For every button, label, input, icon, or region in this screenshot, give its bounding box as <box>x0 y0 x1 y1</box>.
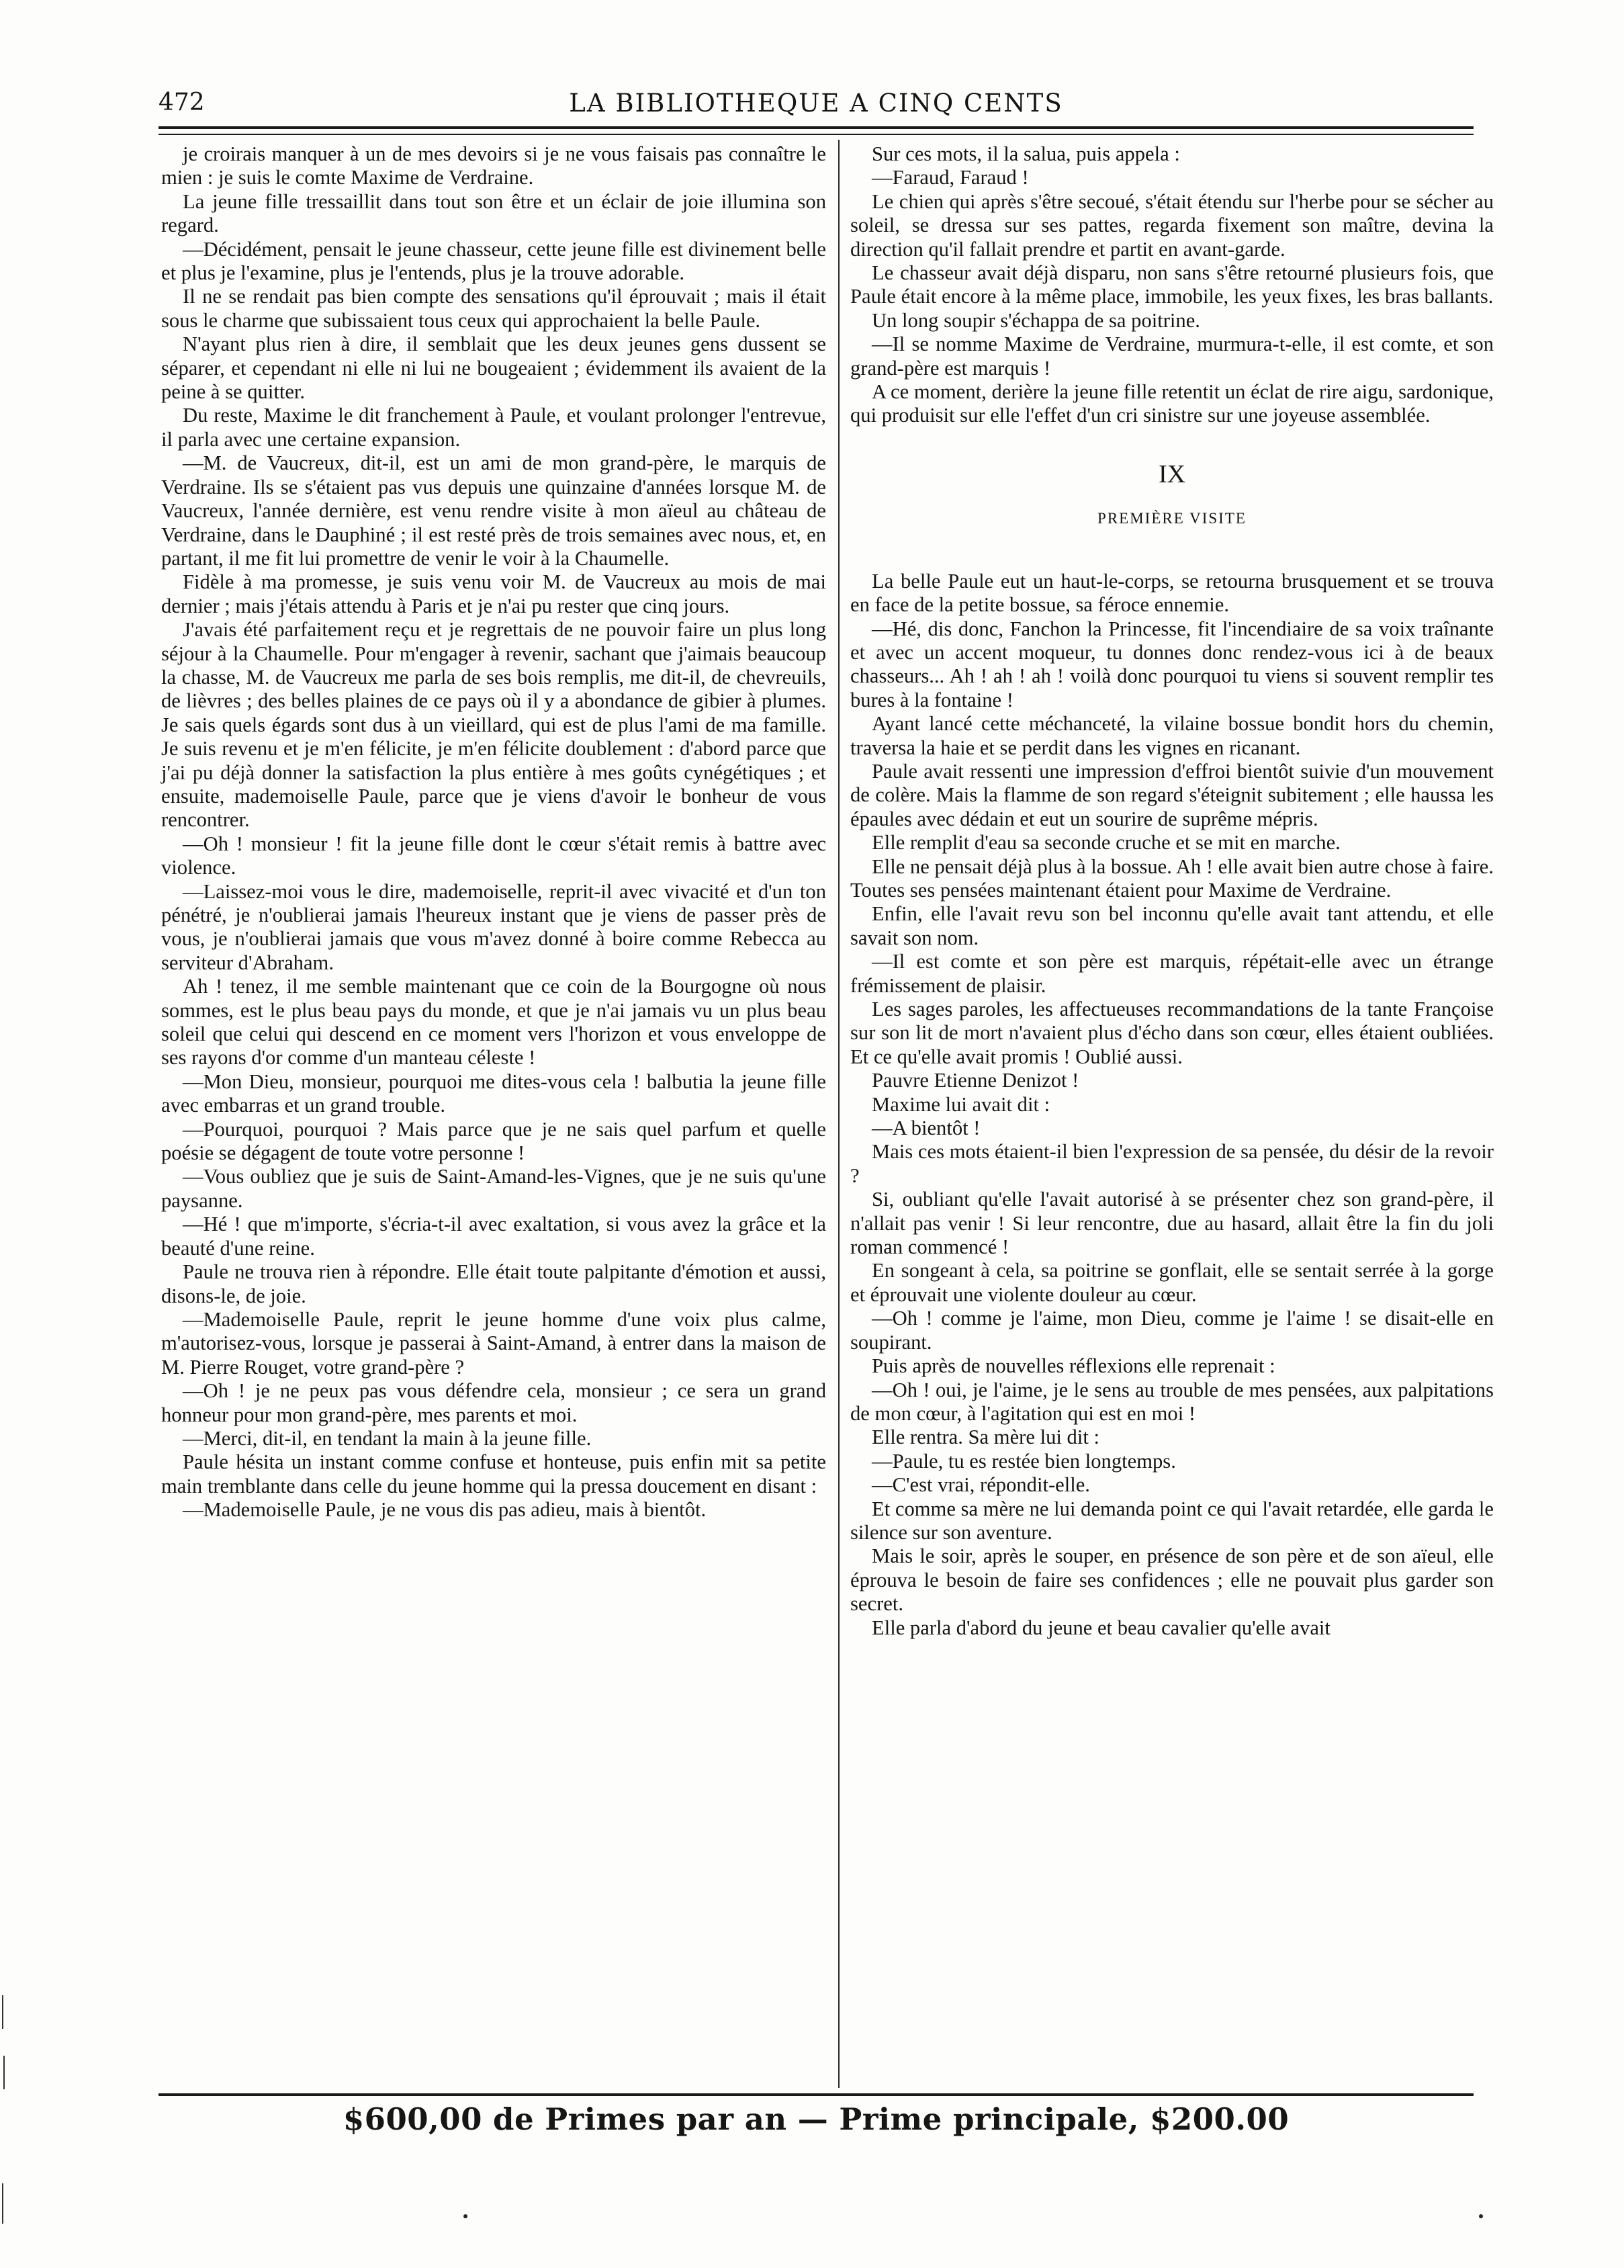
paragraph: Elle ne pensait déjà plus à la bossue. Ah ! elle avait bien autre chose à faire. Toutes ses pensées maintenant étaient pour Maxime de Verdraine. <box>850 855 1494 902</box>
paragraph: J'avais été parfaitement reçu et je regrettais de ne pouvoir faire un plus long séjour à la Chaumelle. Pour m'engager à revenir, sachant que j'aimais beaucoup la chasse, M. de Vaucreux me parla de ses bois remplis, me dit-il, de chevreuils, de lièvres ; des belles plaines de ce pays où il y a abondance de gibier à plumes. Je sais quels égards sont dus à un vieillard, qui est de plus l'ami de ma famille. Je suis revenu et je m'en félicite, je m'en félicite doublement : d'abord parce que j'ai pu déjà donner la satisfaction la plus entière à mes goûts cynégétiques ; et ensuite, mademoiselle Paule, parce que je viens d'avoir le bonheur de vous rencontrer. <box>161 618 826 832</box>
page-header <box>159 89 1474 125</box>
paragraph: Pauvre Etienne Denizot ! <box>872 1069 1079 1092</box>
paragraph: Mais le soir, après le souper, en présence de son père et de son aïeul, elle éprouva le besoin de faire ses confidences ; elle ne pouvait plus garder son secret. <box>850 1544 1494 1616</box>
paragraph: Si, oubliant qu'elle l'avait autorisé à se présenter chez son grand-père, il n'allait pas venir ! Si leur rencontre, due au hasard, allait être la fin du joli roman commencé ! <box>850 1188 1494 1259</box>
paragraph: La jeune fille tressaillit dans tout son être et un éclair de joie illumina son regard. <box>161 189 826 237</box>
paragraph: Elle parla d'abord du jeune et beau cavalier qu'elle avait <box>872 1616 1330 1639</box>
footer-rule <box>159 2093 1474 2096</box>
paragraph: Paule hésita un instant comme confuse et honteuse, puis enfin mit sa petite main tremblante dans celle du jeune homme qui la pressa doucement en disant : <box>161 1450 826 1497</box>
header-rule-thin <box>159 134 1474 135</box>
paragraph: —Laissez-moi vous le dire, mademoiselle, reprit-il avec vivacité et d'un ton pénétré, je n'oublierai jamais l'heureux instant que je viens de passer près de vous, je n'oublierai jamais que vous m'avez donné à boire comme Rebecca au serviteur d'Abraham. <box>161 879 826 974</box>
page-number: 472 <box>159 89 205 116</box>
paragraph: Un long soupir s'échappa de sa poitrine. <box>872 308 1200 332</box>
running-title: LA BIBLIOTHEQUE A CINQ CENTS <box>569 89 1063 118</box>
paragraph: Elle remplit d'eau sa seconde cruche et se mit en marche. <box>872 831 1341 855</box>
chapter-title: PREMIÈRE VISITE <box>1097 510 1247 527</box>
paragraph: —Vous oubliez que je suis de Saint-Amand-les-Vignes, que je ne suis qu'une paysanne. <box>161 1165 826 1212</box>
footer-advertisement: $600,00 de Primes par an — Prime principale, $200.00 <box>343 2101 1290 2137</box>
paragraph: Enfin, elle l'avait revu son bel inconnu qu'elle avait tant attendu, et elle savait son nom. <box>850 902 1494 949</box>
paragraph: Sur ces mots, il la salua, puis appela : <box>872 142 1180 165</box>
paragraph: Le chasseur avait déjà disparu, non sans s'être retourné plusieurs fois, que Paule était encore à la même place, immobile, les yeux fixes, les bras ballants. <box>850 261 1494 308</box>
paragraph: —Oh ! je ne peux pas vous défendre cela, monsieur ; ce sera un grand honneur pour mon grand-père, mes parents et moi. <box>161 1379 826 1426</box>
paragraph: Il ne se rendait pas bien compte des sensations qu'il éprouvait ; mais il était sous le charme que subissaient tous ceux qui approchaient la belle Paule. <box>161 285 826 332</box>
paragraph: Paule avait ressenti une impression d'effroi bientôt suivie d'un mouvement de colère. Mais la flamme de son regard s'éteignit subitement ; elle haussa les épaules avec dédain et eut un sourire de suprême mépris. <box>850 759 1494 830</box>
paragraph: Ah ! tenez, il me semble maintenant que ce coin de la Bourgogne où nous sommes, est le plus beau pays du monde, et que je n'ai jamais vu un plus beau soleil que celui qui descend en ce moment vers l'horizon et vous enveloppe de ses rayons d'or comme d'un manteau céleste ! <box>161 975 826 1070</box>
paragraph: Mais ces mots étaient-il bien l'expression de sa pensée, du désir de la revoir ? <box>850 1140 1494 1187</box>
print-speck <box>463 2214 467 2218</box>
paragraph: Et comme sa mère ne lui demanda point ce qui l'avait retardée, elle garda le silence sur son aventure. <box>850 1497 1494 1544</box>
paragraph: —Hé ! que m'importe, s'écria-t-il avec exaltation, si vous avez la grâce et la beauté d'une reine. <box>161 1213 826 1260</box>
paragraph: Ayant lancé cette méchanceté, la vilaine bossue bondit hors du chemin, traversa la haie et se perdit dans les vignes en ricanant. <box>850 712 1494 759</box>
paragraph: —Faraud, Faraud ! <box>872 166 1029 189</box>
right-column-text-after <box>850 570 1494 1640</box>
paragraph: —Pourquoi, pourquoi ? Mais parce que je ne sais quel parfum et quelle poésie se dégagent de toute votre personne ! <box>161 1117 826 1165</box>
paragraph: —Décidément, pensait le jeune chasseur, cette jeune fille est divinement belle et plus je l'examine, plus je l'entends, plus je la trouve adorable. <box>161 237 826 285</box>
paragraph: —Il se nomme Maxime de Verdraine, murmura-t-elle, il est comte, et son grand-père est marquis ! <box>850 333 1494 380</box>
chapter-number: IX <box>1158 460 1186 488</box>
paragraph: —Mademoiselle Paule, je ne vous dis pas adieu, mais à bientôt. <box>183 1498 707 1522</box>
paragraph: Elle rentra. Sa mère lui dit : <box>872 1426 1099 1449</box>
paragraph: —Merci, dit-il, en tendant la main à la jeune fille. <box>183 1426 592 1450</box>
paragraph: —Il est comte et son père est marquis, répétait-elle avec un étrange frémissement de plaisir. <box>850 950 1494 997</box>
paragraph: La belle Paule eut un haut-le-corps, se retourna brusquement et se trouva en face de la petite bossue, sa féroce ennemie. <box>850 569 1494 617</box>
left-column <box>161 142 826 1522</box>
paragraph: Fidèle à ma promesse, je suis venu voir M. de Vaucreux au mois de mai dernier ; mais j'étais attendu à Paris et je n'ai pu rester que cinq jours. <box>161 570 826 617</box>
header-rule-thick <box>159 126 1474 129</box>
paragraph: Du reste, Maxime le dit franchement à Paule, et voulant prolonger l'entrevue, il parla avec une certaine expansion. <box>161 404 826 451</box>
paragraph: —Oh ! oui, je l'aime, je le sens au trouble de mes pensées, aux palpitations de mon cœur, à l'agitation qui est en moi ! <box>850 1378 1494 1425</box>
paragraph: —Mademoiselle Paule, reprit le jeune homme d'une voix plus calme, m'autorisez-vous, lorsque je passerai à Saint-Amand, à entrer dans la maison de M. Pierre Rouget, votre grand-père ? <box>161 1307 826 1379</box>
paragraph: Maxime lui avait dit : <box>872 1092 1050 1116</box>
paragraph: Les sages paroles, les affectueuses recommandations de la tante Françoise sur son lit de mort n'avaient plus d'écho dans son cœur, elles étaient oubliées. Et ce qu'elle avait promis ! Oublié aussi. <box>850 998 1494 1068</box>
paragraph: En songeant à cela, sa poitrine se gonflait, elle se sentait serrée à la gorge et éprouvait une violente douleur au cœur. <box>850 1259 1494 1306</box>
paragraph: Paule ne trouva rien à répondre. Elle était toute palpitante d'émotion et aussi, disons-le, de joie. <box>161 1260 826 1307</box>
paragraph: Le chien qui après s'être secoué, s'était étendu sur l'herbe pour se sécher au soleil, se dressa sur ses pattes, regarda fixement son maître, devina la direction qu'il fallait prendre et partit en avant-garde. <box>850 189 1494 261</box>
print-speck <box>1479 2214 1483 2218</box>
paragraph: A ce moment, derière la jeune fille retentit un éclat de rire aigu, sardonique, qui produisit sur elle l'effet d'un cri sinistre sur une joyeuse assemblée. <box>850 380 1494 427</box>
paragraph: —Mon Dieu, monsieur, pourquoi me dites-vous cela ! balbutia la jeune fille avec embarras et un grand trouble. <box>161 1070 826 1117</box>
paragraph: —C'est vrai, répondit-elle. <box>872 1473 1090 1497</box>
right-column-text-before <box>850 142 1494 428</box>
paragraph: —Paule, tu es restée bien longtemps. <box>872 1449 1176 1473</box>
paragraph: —Hé, dis donc, Fanchon la Princesse, fit l'incendiaire de sa voix traînante et avec un accent moqueur, tu donnes donc rendez-vous ici à de beaux chasseurs... Ah ! ah ! ah ! voilà donc pourquoi tu viens si souvent remplir tes bures à la fontaine ! <box>850 617 1494 711</box>
paragraph: —Oh ! comme je l'aime, mon Dieu, comme je l'aime ! se disait-elle en soupirant. <box>850 1307 1494 1354</box>
paragraph: —Oh ! monsieur ! fit la jeune fille dont le cœur s'était remis à battre avec violence. <box>161 832 826 879</box>
paragraph: —A bientôt ! <box>872 1117 981 1140</box>
right-column <box>850 142 1494 1640</box>
paragraph: je croirais manquer à un de mes devoirs si je ne vous faisais pas connaître le mien : je suis le comte Maxime de Verdraine. <box>161 142 826 189</box>
column-divider <box>838 140 840 2088</box>
paragraph: Puis après de nouvelles réflexions elle reprenait : <box>872 1354 1275 1378</box>
paragraph: N'ayant plus rien à dire, il semblait que les deux jeunes gens dussent se séparer, et cependant ni elle ni lui ne bougeaient ; évidemment ils avaient de la peine à se quitter. <box>161 333 826 404</box>
margin-scan-marks <box>0 1982 9 2264</box>
paragraph: —M. de Vaucreux, dit-il, est un ami de mon grand-père, le marquis de Verdraine. Ils se s'étaient pas vus depuis une quinzaine d'années lorsque M. de Vaucreux, l'année dernière, est venu rendre visite à mon aïeul au château de Verdraine, dans le Dauphiné ; il est resté près de trois semaines avec nous, et, en partant, il me fit lui promettre de venir le voir à la Chaumelle. <box>161 451 826 570</box>
